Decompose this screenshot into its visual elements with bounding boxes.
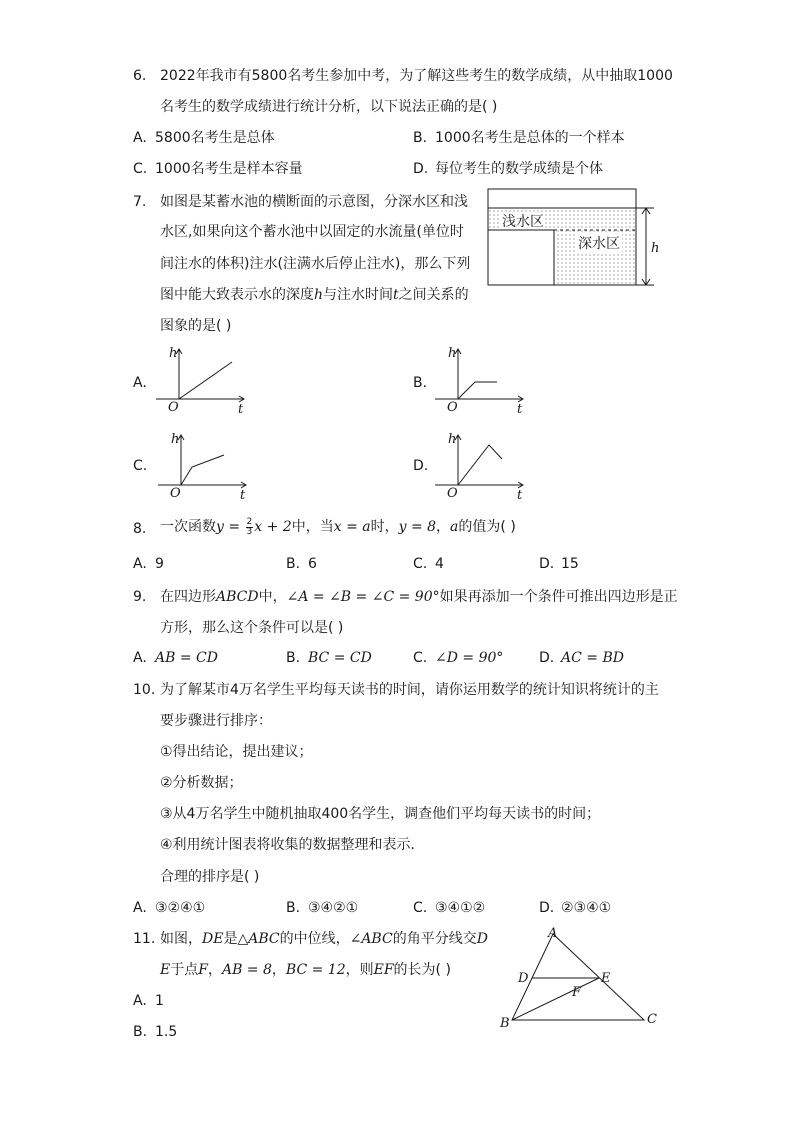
option-label: D. (413, 161, 429, 177)
option-text: 4 (435, 556, 444, 572)
question-number: 10. (133, 682, 156, 698)
question-text: 如图，DE是△ABC的中位线，∠ABC的角平分线交D (160, 931, 488, 947)
option-text: ③②④① (155, 900, 206, 916)
question-text: 图中能大致表示水的深度h与注水时间t之间关系的 (160, 287, 469, 303)
option-text: ③④②① (308, 900, 359, 916)
svg-text:t: t (240, 488, 246, 503)
option-label: C. (413, 650, 428, 666)
option-label: B. (286, 556, 301, 572)
var-t: t (393, 287, 399, 303)
svg-text:O: O (447, 486, 458, 501)
deep-label: 深水区 (578, 236, 620, 252)
option-label: B. (413, 375, 428, 391)
option-label: C. (413, 556, 428, 572)
question-number: 9. (133, 589, 147, 605)
graph-line (181, 455, 224, 485)
shallow-label: 浅水区 (502, 214, 544, 230)
option-label: A. (133, 375, 147, 391)
option-text: 6 (308, 556, 317, 572)
option-label: D. (539, 556, 555, 572)
option-text: 5800名考生是总体 (155, 130, 275, 146)
option-label: B. (413, 130, 428, 146)
graph-option-a (152, 345, 252, 417)
graph-option-d (431, 431, 531, 503)
point-d: D (518, 971, 529, 986)
svg-text:h: h (171, 432, 180, 447)
option-label: D. (539, 650, 555, 666)
graph-option-b (431, 345, 531, 417)
graph-line (458, 445, 502, 485)
svg-text:h: h (448, 346, 457, 361)
step-item: ②分析数据； (160, 775, 243, 791)
question-number: 8. (133, 521, 147, 537)
fraction: $\frac{2}{3}$ (246, 516, 253, 537)
option-label: A. (133, 556, 147, 572)
option-label: D. (413, 458, 429, 474)
svg-text:t: t (238, 402, 244, 417)
question-text: 在四边形ABCD中，∠A = ∠B = ∠C = 90°如果再添加一个条件可推出四边形是正 (160, 589, 678, 605)
question-text: 如图是某蓄水池的横断面的示意图，分深水区和浅 (160, 194, 468, 210)
option-label: A. (133, 130, 147, 146)
question-text: 要步骤进行排序： (160, 713, 272, 729)
option-label: A. (133, 993, 147, 1009)
option-text: AB = CD (155, 650, 218, 666)
reservoir-figure (488, 189, 668, 289)
option-text: 9 (155, 556, 164, 572)
question-text: 方形，那么这个条件可以是( ) (160, 620, 344, 636)
svg-text:O: O (168, 400, 179, 415)
svg-text:O: O (170, 486, 181, 501)
option-text: 1000名考生是样本容量 (155, 161, 303, 177)
svg-text:h: h (169, 346, 178, 361)
option-label: B. (133, 1024, 148, 1040)
step-item: ①得出结论，提出建议； (160, 744, 313, 760)
step-item: ③从4万名学生中随机抽取400名学生，调查他们平均每天读书的时间； (160, 806, 601, 822)
vertex-b: B (500, 1016, 510, 1031)
option-label: C. (413, 900, 428, 916)
question-text: E于点F，AB = 8，BC = 12，则EF的长为( ) (160, 962, 451, 978)
point-f: F (572, 985, 582, 1000)
triangle-abc (512, 934, 644, 1020)
question-text: 2022年我市有5800名考生参加中考，为了解这些考生的数学成绩，从中抽取1000 (160, 68, 673, 84)
vertex-c: C (647, 1012, 657, 1027)
point-e: E (601, 971, 611, 986)
question-text: 间注水的体积)注水(注满水后停止注水)，那么下列 (160, 256, 471, 272)
option-label: B. (286, 650, 301, 666)
option-text: AC = BD (561, 650, 624, 666)
option-text: ∠D = 90° (435, 650, 504, 666)
graph-line (458, 382, 497, 399)
var-h: h (314, 287, 324, 303)
question-text: 为了解某市4万名学生平均每天读书的时间，请你运用数学的统计知识将统计的主 (160, 682, 659, 698)
svg-text:h: h (448, 432, 457, 447)
option-label: D. (539, 900, 555, 916)
depth-label: h (651, 241, 660, 256)
triangle-figure (496, 922, 666, 1034)
graph-line (179, 362, 232, 399)
option-text: 每位考生的数学成绩是个体 (435, 161, 603, 177)
option-label: C. (133, 458, 148, 474)
option-label: A. (133, 650, 147, 666)
question-number: 6. (133, 68, 147, 84)
question-number: 7. (133, 194, 147, 210)
question-text: 名考生的数学成绩进行统计分析，以下说法正确的是( ) (160, 99, 498, 115)
step-item: ④利用统计图表将收集的数据整理和表示． (160, 837, 425, 853)
option-text: BC = CD (308, 650, 372, 666)
option-text: 1.5 (155, 1024, 178, 1040)
option-text: 1 (155, 993, 164, 1009)
option-text: ②③④① (561, 900, 612, 916)
graph-option-c (154, 431, 254, 503)
option-label: C. (133, 161, 148, 177)
vertex-a: A (548, 926, 558, 941)
option-label: B. (286, 900, 301, 916)
question-text: 图象的是( ) (160, 318, 232, 334)
svg-text:t: t (517, 488, 523, 503)
option-text: 15 (561, 556, 579, 572)
option-text: ③④①② (435, 900, 486, 916)
question-text: 一次函数y = $\frac{2}{3}$ x + 2中，当x = a时，y = 8，a的值为( ) (160, 516, 516, 537)
question-number: 11. (133, 931, 156, 947)
question-text: 水区,如果向这个蓄水池中以固定的水流量(单位时 (160, 224, 464, 240)
option-label: A. (133, 900, 147, 916)
svg-text:O: O (447, 400, 458, 415)
option-text: 1000名考生是总体的一个样本 (435, 130, 625, 146)
svg-text:t: t (517, 402, 523, 417)
question-text: 合理的排序是( ) (160, 869, 260, 885)
